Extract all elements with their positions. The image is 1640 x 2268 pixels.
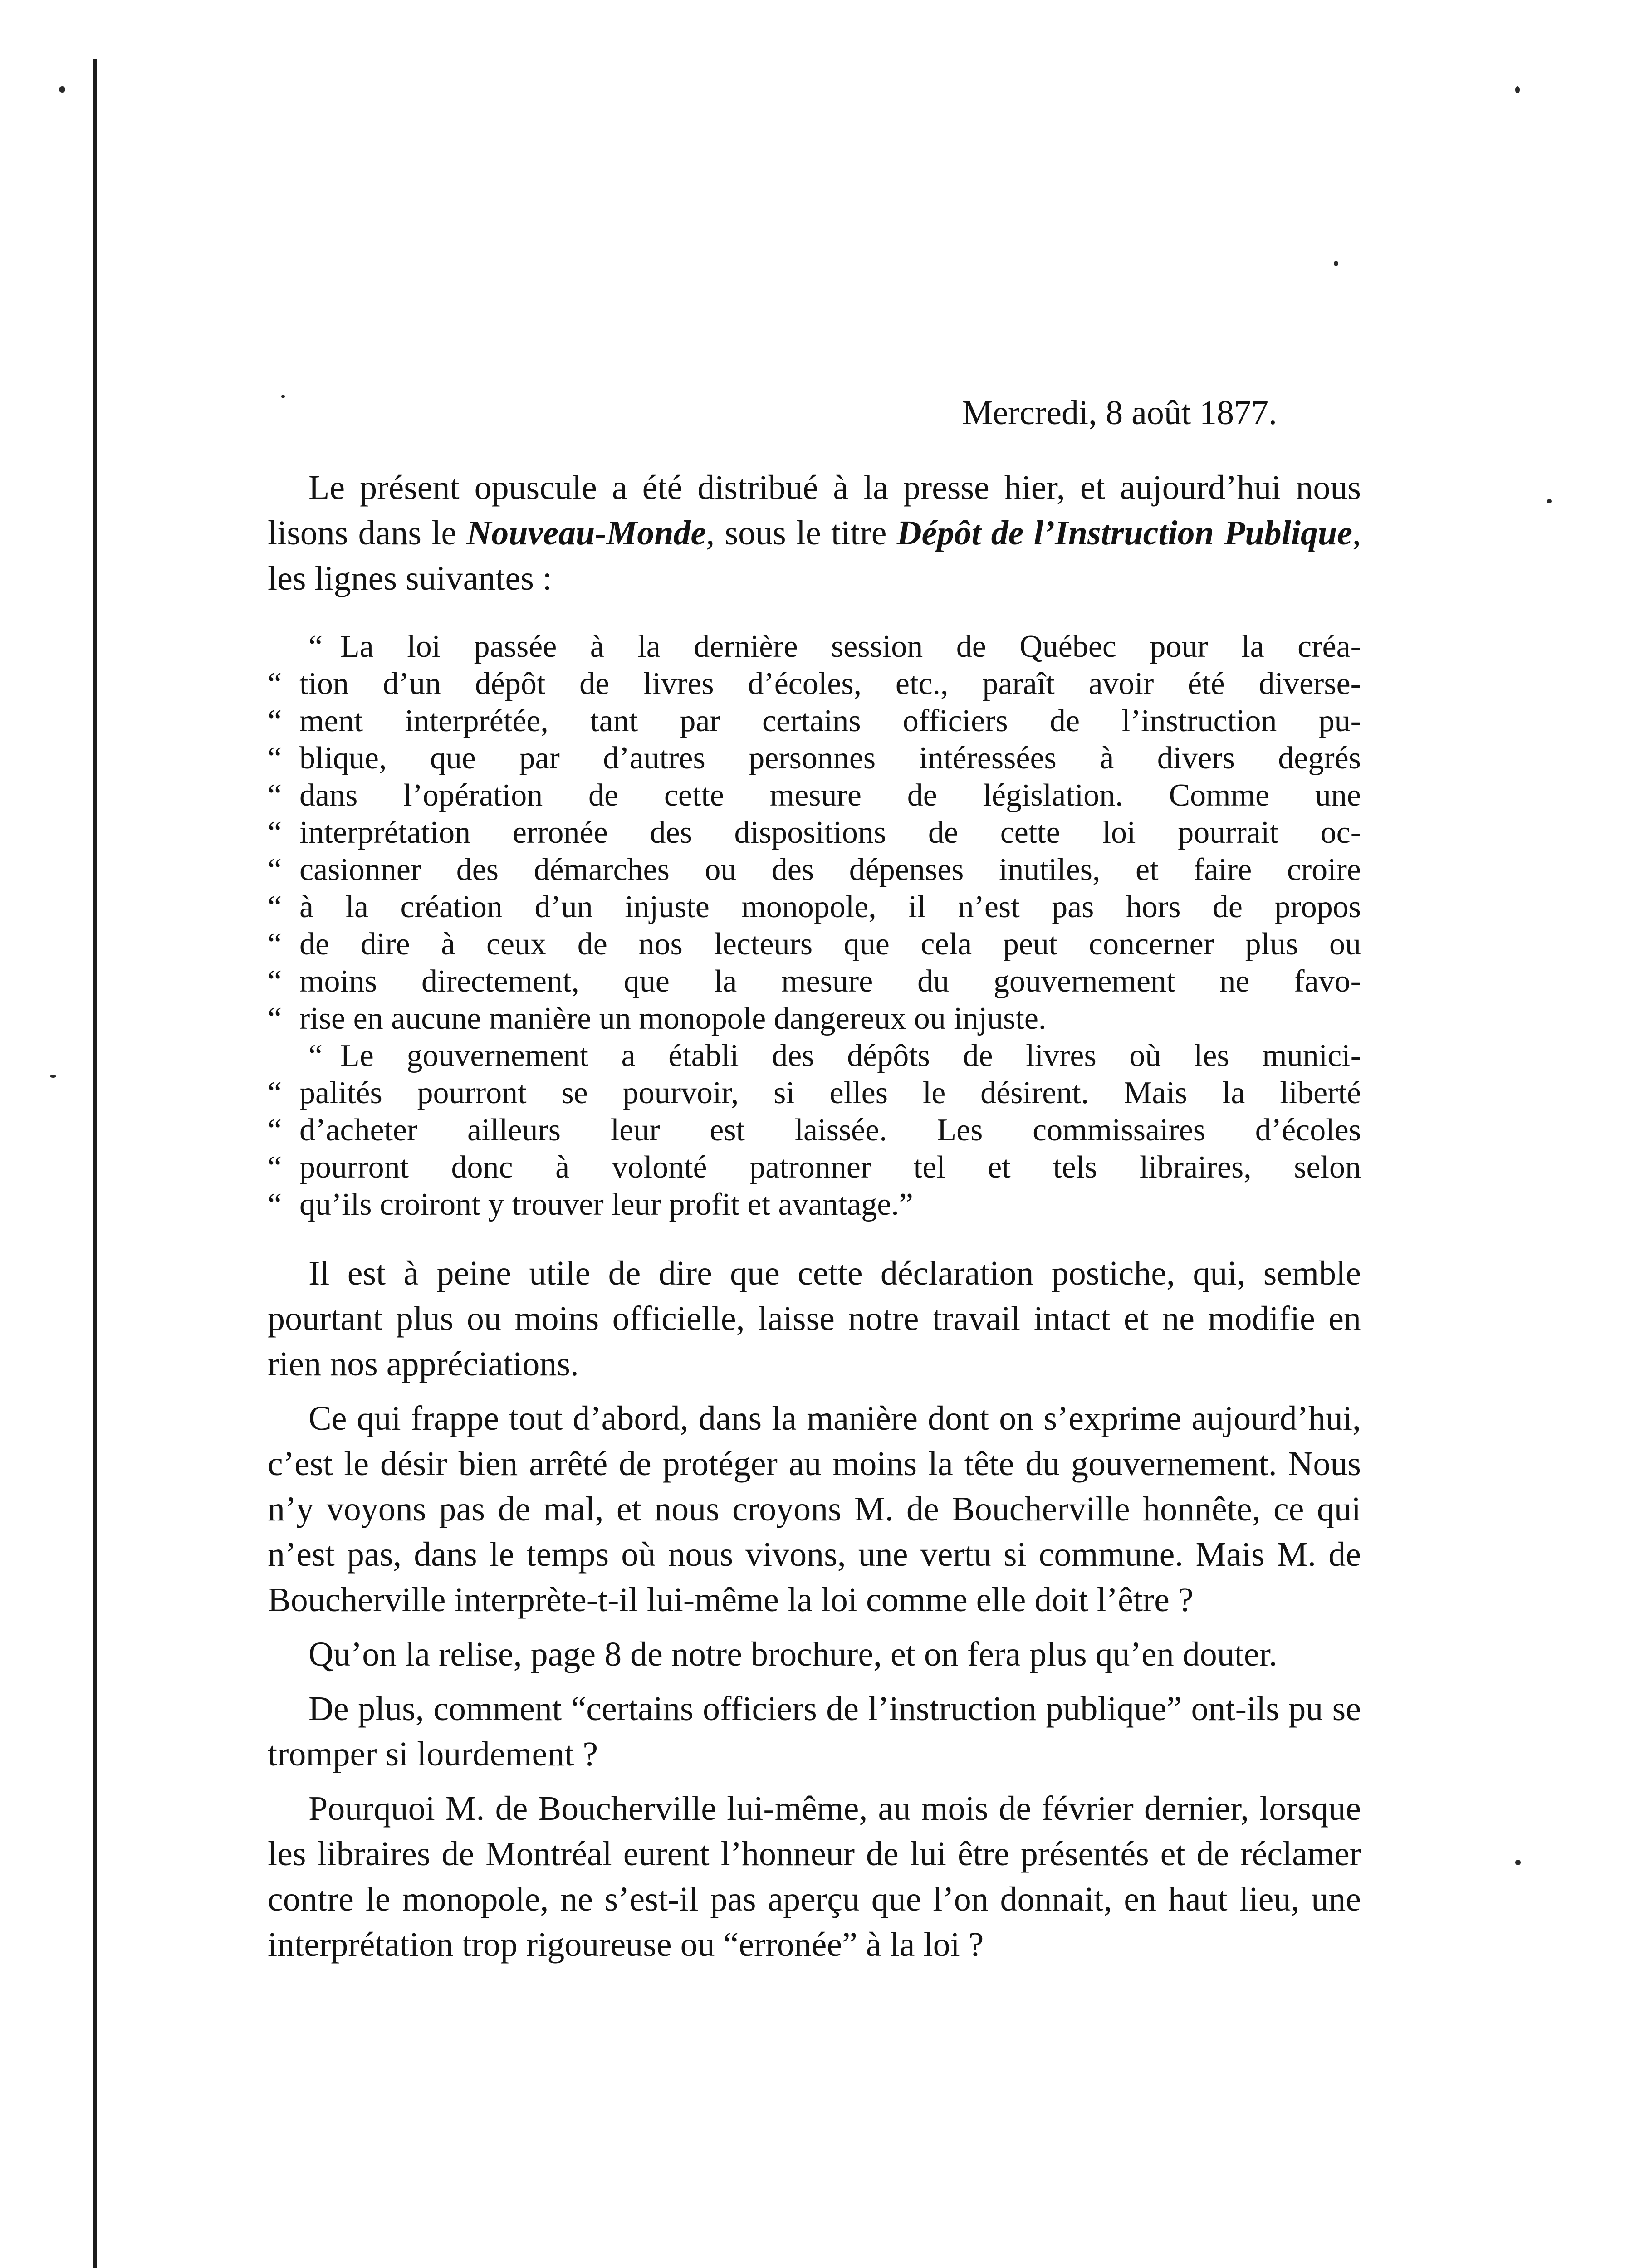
quote-line: “ pourront donc à volonté patronner tel et tels libraires, selon	[268, 1150, 1361, 1185]
quote-line: “ dans l’opération de cette mesure de législation. Comme une	[268, 778, 1361, 813]
quote-line: “ rise en aucune manière un monopole dangereux ou injuste.	[268, 1001, 1047, 1036]
quote-line: “ Le gouvernement a établi des dépôts de livres où les munici-	[308, 1038, 1361, 1073]
intro-text: Le présent opuscule a été distribué à la presse hier, et aujourd’hui nous lisons dans le	[268, 469, 1361, 552]
quote-line: “ blique, que par d’autres personnes intéressées à divers degrés	[268, 741, 1361, 776]
quote-line: “ à la création d’un injuste monopole, il n’est pas hors de propos	[268, 890, 1361, 924]
quote-line: “ La loi passée à la dernière session de Québec pour la créa-	[308, 629, 1361, 664]
quote-line: “ qu’ils croiront y trouver leur profit et avantage.”	[268, 1187, 913, 1222]
scan-speck	[50, 1075, 56, 1078]
scan-speck	[1515, 1860, 1521, 1865]
newspaper-name: Nouveau-Monde	[466, 514, 706, 552]
section-title: Dépôt de l’Instruction Publique	[896, 514, 1353, 552]
quoted-passage	[268, 628, 1361, 1223]
quote-line: “ tion d’un dépôt de livres d’écoles, etc., paraît avoir été diverse-	[268, 666, 1361, 701]
quote-line: “ moins directement, que la mesure du gouvernement ne favo-	[268, 964, 1361, 999]
body-paragraph: Qu’on la relise, page 8 de notre brochure, et on fera plus qu’en douter.	[308, 1635, 1278, 1673]
page-margin-rule	[93, 59, 97, 2268]
intro-paragraph	[268, 465, 1361, 601]
scan-speck	[281, 395, 285, 398]
body-paragraph: De plus, comment “certains officiers de l’instruction publique” ont-ils pu se tromper si lourdement ?	[268, 1690, 1361, 1773]
intro-text-after: , les lignes suivantes :	[268, 514, 1361, 597]
scan-speck	[1547, 499, 1552, 503]
quote-line: “ ment interprétée, tant par certains officiers de l’instruction pu-	[268, 704, 1361, 738]
body-paragraph: Ce qui frappe tout d’abord, dans la manière dont on s’exprime aujourd’hui, c’est le désir bien arrêté de protéger au moins la tête du gouvernement. Nous n’y voyons pas de mal, et nous croyons M. de Boucherville honnête, ce qui n’est pas, dans le temps où nous vivons, une vertu si commune. Mais M. de Boucherville interprète-t-il lui-même la loi comme elle doit l’être ?	[268, 1399, 1361, 1619]
article-body	[268, 465, 1361, 1976]
quote-line: “ palités pourront se pourvoir, si elles le désirent. Mais la liberté	[268, 1075, 1361, 1110]
quote-line: “ interprétation erronée des dispositions de cette loi pourrait oc-	[268, 815, 1361, 850]
body-paragraph: Pourquoi M. de Boucherville lui-même, au mois de février dernier, lorsque les libraires de Montréal eurent l’honneur de lui être présentés et de réclamer contre le monopole, ne s’est-il pas aperçu que l’on donnait, en haut lieu, une interprétation trop rigoureuse ou “erronée” à la loi ?	[268, 1789, 1361, 1964]
scan-speck	[59, 86, 65, 93]
dateline: Mercredi, 8 août 1877.	[962, 394, 1277, 432]
scan-speck	[1515, 86, 1520, 93]
quote-line: “ d’acheter ailleurs leur est laissée. Les commissaires d’écoles	[268, 1113, 1361, 1148]
quote-line: “ de dire à ceux de nos lecteurs que cela peut concerner plus ou	[268, 927, 1361, 962]
quote-line: “ casionner des démarches ou des dépenses inutiles, et faire croire	[268, 852, 1361, 887]
scan-speck	[1334, 261, 1338, 266]
intro-text-mid: , sous le titre	[706, 514, 887, 552]
body-paragraph: Il est à peine utile de dire que cette déclaration postiche, qui, semble pourtant plus ou moins officielle, laisse notre travail intact et ne modifie en rien nos appréciations.	[268, 1254, 1361, 1383]
